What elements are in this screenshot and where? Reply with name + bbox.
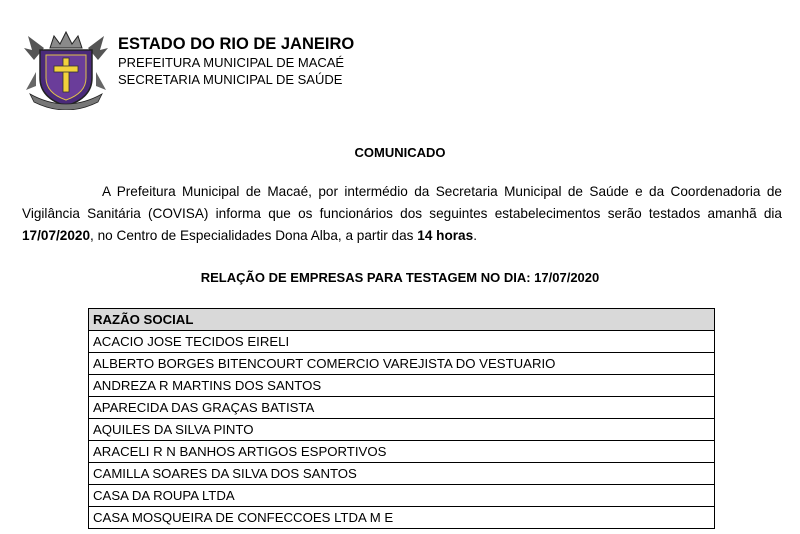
table-row — [89, 331, 715, 353]
company-name: ANDREZA R MARTINS DOS SANTOS — [89, 375, 715, 397]
notice-title: COMUNICADO — [354, 145, 446, 160]
company-name: CASA DA ROUPA LTDA — [89, 485, 715, 507]
notice-text-3: . — [473, 228, 477, 243]
notice-date: 17/07/2020 — [22, 228, 91, 243]
table-row — [89, 353, 715, 375]
state-name: ESTADO DO RIO DE JANEIRO — [118, 35, 355, 53]
column-header-razao-social: RAZÃO SOCIAL — [89, 309, 715, 331]
company-name: ARACELI R N BANHOS ARTIGOS ESPORTIVOS — [89, 441, 715, 463]
secretariat-name: SECRETARIA MUNICIPAL DE SAÚDE — [118, 72, 343, 87]
company-name: CAMILLA SOARES DA SILVA DOS SANTOS — [89, 463, 715, 485]
company-name: ALBERTO BORGES BITENCOURT COMERCIO VAREJISTA DO VESTUARIO — [89, 353, 715, 375]
table-row — [89, 441, 715, 463]
table-row — [89, 419, 715, 441]
letterhead-text — [118, 34, 354, 88]
table-row — [89, 507, 715, 529]
table-row — [89, 463, 715, 485]
table-row — [89, 375, 715, 397]
table-header-row — [89, 309, 715, 331]
notice-time: 14 horas — [417, 228, 474, 243]
company-name: AQUILES DA SILVA PINTO — [89, 419, 715, 441]
companies-table — [88, 308, 715, 529]
table-row — [89, 485, 715, 507]
notice-text-2: , no Centro de Especialidades Dona Alba, a partir das — [90, 228, 418, 243]
notice-text-1: A Prefeitura Municipal de Macaé, por intermédio da Secretaria Municipal de Saúde e da Coordenadoria de Vigilância Sanitária (COVISA) informa que os funcionários dos seguintes estabelecimentos serão testados amanhã dia — [22, 184, 782, 221]
letterhead — [22, 28, 722, 108]
company-name: APARECIDA DAS GRAÇAS BATISTA — [89, 397, 715, 419]
municipal-crest-icon — [22, 28, 110, 110]
list-title: RELAÇÃO DE EMPRESAS PARA TESTAGEM NO DIA: 17/07/2020 — [200, 270, 600, 285]
table-row — [89, 397, 715, 419]
company-name: CASA MOSQUEIRA DE CONFECCOES LTDA M E — [89, 507, 715, 529]
company-name: ACACIO JOSE TECIDOS EIRELI — [89, 331, 715, 353]
page-cutoff — [0, 530, 800, 534]
notice-body — [22, 181, 782, 247]
prefecture-name: PREFEITURA MUNICIPAL DE MACAÉ — [118, 55, 345, 70]
